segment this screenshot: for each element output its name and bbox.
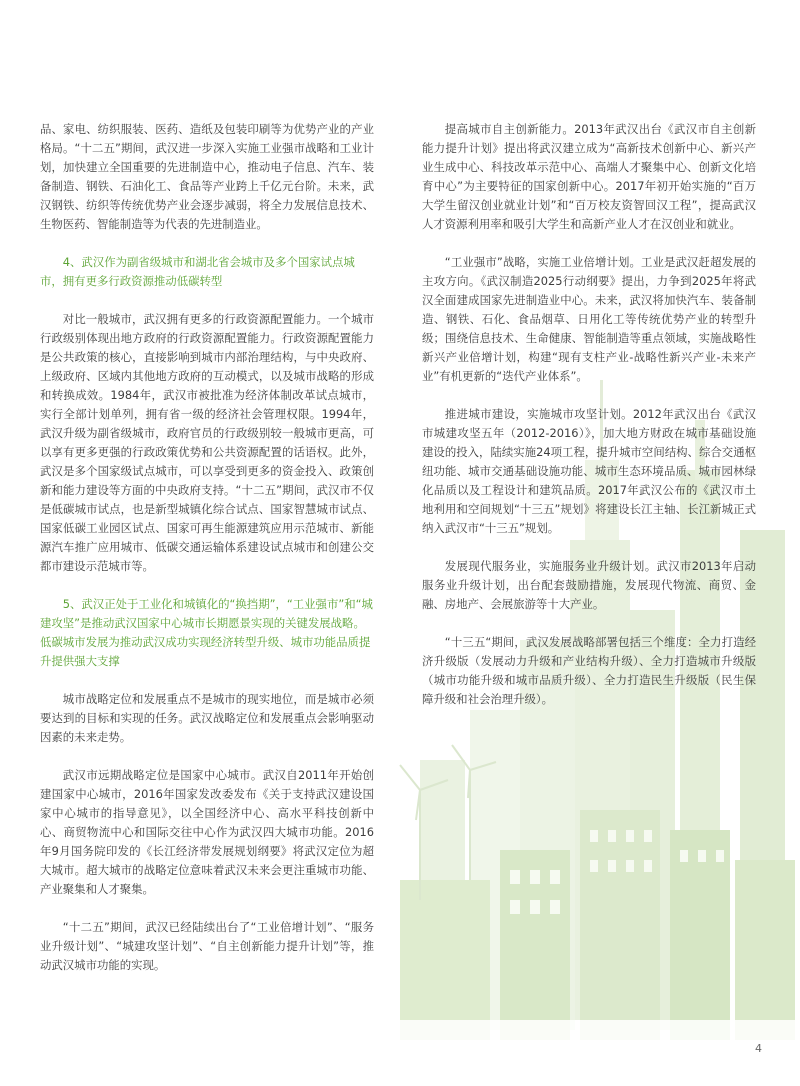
left-column [40,120,374,994]
right-paragraph-3: 推进城市建设，实施城市攻坚计划。2012年武汉出台《武汉市城建攻坚五年（2012-2016）》，加大地方财政在城市基础设施建设的投入，陆续实施24项工程，提升城市空间结构、综合交通枢纽功能、城市交通基础设施功能、城市生态环境品质、城市园林绿化品质以及工程设计和建筑品质。2017年武汉公布的《武汉市土地利用和空间规划“十三五”规划》将建设长江主轴、长江新城正式纳入武汉市“十三五”规划。 [422,407,756,535]
page-number: 4 [755,1042,762,1055]
left-paragraph-5: “十二五”期间，武汉已经陆续出台了“工业倍增计划”、“服务业升级计划”、“城建攻坚计划”、“自主创新能力提升计划”等，推动武汉城市功能的实现。 [40,920,374,972]
left-paragraph-3: 城市战略定位和发展重点不是城市的现实地位，而是城市必须要达到的目标和实现的任务。武汉战略定位和发展重点会影响驱动因素的未来走势。 [40,692,374,744]
left-paragraph-1: 品、家电、纺织服装、医药、造纸及包装印刷等为优势产业的产业格局。“十二五”期间，武汉进一步深入实施工业强市战略和工业计划，加快建立全国重要的先进制造中心，推动电子信息、汽车、装备制造、钢铁、石油化工、食品等产业跨上千亿元台阶。未来，武汉钢铁、纺织等传统优势产业会逐步减弱，将全力发展信息技术、生物医药、智能制造等为代表的先进制造业。 [40,122,374,231]
section-heading-5: 5、武汉正处于工业化和城镇化的“换挡期”，“工业强市”和“城建攻坚”是推动武汉国家中心城市长期愿景实现的关键发展战略。低碳城市发展为推动武汉成功实现经济转型升级、城市功能品质提升提供强大支撑 [40,597,373,668]
right-paragraph-2: “工业强市”战略，实施工业倍增计划。工业是武汉赶超发展的主攻方向。《武汉制造2025行动纲要》提出，力争到2025年将武汉全面建成国家先进制造业中心。未来，武汉将加快汽车、装备制造、钢铁、石化、食品烟草、日用化工等传统优势产业的转型升级；围绕信息技术、生命健康、智能制造等重点领域，实施战略性新兴产业倍增计划，构建“现有支柱产业-战略性新兴产业-未来产业”有机更新的“迭代产业体系”。 [422,255,756,383]
left-paragraph-2: 对比一般城市，武汉拥有更多的行政资源配置能力。一个城市行政级别体现出地方政府的行政资源配置能力。行政资源配置能力是公共政策的核心，直接影响到城市内部治理结构，与中央政府、上级政府、区域内其他地方政府的互动模式，以及城市战略的形成和转换成效。1984年，武汉市被批准为经济体制改革试点城市，实行全部计划单列，拥有省一级的经济社会管理权限。1994年，武汉升级为副省级城市，政府官员的行政级别较一般城市更高，可以享有更多更强的行政政策优势和公共资源配置的话语权。此外，武汉是多个国家级试点城市，可以享受到更多的资金投入、政策创新和能力建设等方面的中央政府支持。“十二五”期间，武汉市不仅是低碳城市试点，也是新型城镇化综合试点、国家智慧城市试点、国家低碳工业园区试点、国家可再生能源建筑应用示范城市、新能源汽车推广应用城市、低碳交通运输体系建设试点城市和创建公交都市建设示范城市等。 [40,312,374,573]
right-paragraph-5: “十三五“期间，武汉发展战略部署包括三个维度：全力打造经济升级版（发展动力升级和产业结构升级）、全力打造城市升级版（城市功能升级和城市品质升级）、全力打造民生升级版（民生保障升级和社会治理升级）。 [422,635,756,706]
section-heading-4: 4、武汉作为副省级城市和湖北省会城市及多个国家试点城市，拥有更多行政资源推动低碳转型 [40,255,355,288]
left-paragraph-4: 武汉市远期战略定位是国家中心城市。武汉自2011年开始创建国家中心城市，2016年国家发改委发布《关于支持武汉建设国家中心城市的指导意见》，以全国经济中心、高水平科技创新中心、商贸物流中心和国际交往中心作为武汉四大城市功能。2016年9月国务院印发的《长江经济带发展规划纲要》将武汉定位为超大城市。超大城市的战略定位意味着武汉未来会更注重城市功能、产业聚集和人才聚集。 [40,768,374,896]
right-paragraph-1: 提高城市自主创新能力。2013年武汉出台《武汉市自主创新能力提升计划》提出将武汉建立成为“高新技术创新中心、新兴产业生成中心、科技改革示范中心、高端人才聚集中心、创新文化培育中心”为主要特征的国家创新中心。2017年初开始实施的“百万大学生留汉创业就业计划”和“百万校友资智回汉工程”，提高武汉人才资源利用率和吸引大学生和高新产业人才在汉创业和就业。 [422,122,756,231]
right-column [422,120,756,728]
right-paragraph-4: 发展现代服务业，实施服务业升级计划。武汉市2013年启动服务业升级计划，出台配套鼓励措施，发展现代物流、商贸、金融、房地产、会展旅游等十大产业。 [422,559,756,611]
